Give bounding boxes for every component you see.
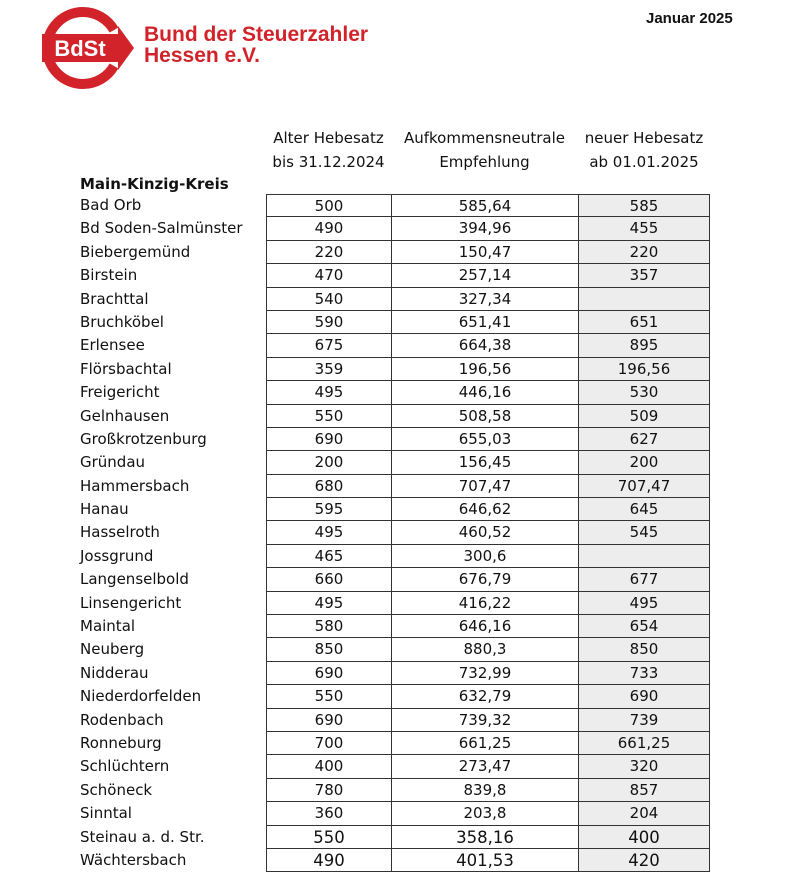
- municipality-name: Linsengericht: [80, 593, 182, 612]
- recommendation-cell: 196,56: [391, 358, 578, 381]
- recommendation-cell: 508,58: [391, 405, 578, 428]
- column-header-recommendation: Aufkommensneutrale Empfehlung: [403, 129, 566, 171]
- org-line-1: Bund der Steuerzahler: [144, 23, 369, 46]
- municipality-name: Bd Soden-Salmünster: [80, 219, 243, 238]
- table-row: [0, 545, 787, 568]
- new-rate-cell: 651: [578, 311, 710, 334]
- old-rate-cell: 470: [266, 264, 391, 287]
- new-rate-cell: 420: [578, 849, 710, 872]
- new-rate-cell: 850: [578, 638, 710, 661]
- recommendation-cell: 300,6: [391, 545, 578, 568]
- table-row: [0, 615, 787, 638]
- recommendation-cell: 661,25: [391, 732, 578, 755]
- table-row: [0, 405, 787, 428]
- table-row: [0, 568, 787, 591]
- municipality-name: Rodenbach: [80, 710, 164, 729]
- recommendation-cell: 203,8: [391, 802, 578, 825]
- municipality-name: Niederdorfelden: [80, 687, 202, 706]
- old-rate-cell: 675: [266, 334, 391, 357]
- old-rate-cell: 690: [266, 709, 391, 732]
- new-rate-cell: 400: [578, 826, 710, 849]
- table-row: [0, 311, 787, 334]
- new-rate-cell: 357: [578, 264, 710, 287]
- table-row: [0, 826, 787, 849]
- municipality-name: Erlensee: [80, 336, 145, 355]
- recommendation-cell: 156,45: [391, 451, 578, 474]
- table-row: [0, 451, 787, 474]
- new-rate-cell: 200: [578, 451, 710, 474]
- new-rate-cell: [578, 288, 710, 311]
- table-row: [0, 334, 787, 357]
- old-rate-cell: 680: [266, 475, 391, 498]
- recommendation-cell: 446,16: [391, 381, 578, 404]
- municipality-name: Hasselroth: [80, 523, 160, 542]
- old-rate-cell: 540: [266, 288, 391, 311]
- recommendation-cell: 416,22: [391, 592, 578, 615]
- municipality-name: Langenselbold: [80, 570, 189, 589]
- new-rate-cell: 707,47: [578, 475, 710, 498]
- municipality-name: Neuberg: [80, 640, 145, 659]
- old-rate-cell: 490: [266, 217, 391, 240]
- recommendation-cell: 880,3: [391, 638, 578, 661]
- table-row: [0, 802, 787, 825]
- old-rate-cell: 360: [266, 802, 391, 825]
- column-header-new-rate: neuer Hebesatz ab 01.01.2025: [584, 129, 704, 171]
- municipality-name: Birstein: [80, 266, 138, 285]
- old-rate-cell: 359: [266, 358, 391, 381]
- org-line-2: Hessen e.V.: [144, 44, 260, 67]
- recommendation-cell: 739,32: [391, 709, 578, 732]
- recommendation-cell: 839,8: [391, 779, 578, 802]
- recommendation-cell: 257,14: [391, 264, 578, 287]
- document-date: Januar 2025: [646, 10, 733, 27]
- municipality-name: Biebergemünd: [80, 242, 191, 261]
- recommendation-cell: 273,47: [391, 755, 578, 778]
- municipality-name: Nidderau: [80, 663, 149, 682]
- recommendation-cell: 655,03: [391, 428, 578, 451]
- new-rate-cell: 739: [578, 709, 710, 732]
- table-row: [0, 732, 787, 755]
- table-row: [0, 475, 787, 498]
- old-rate-cell: 495: [266, 592, 391, 615]
- municipality-name: Jossgrund: [80, 546, 154, 565]
- new-rate-cell: 204: [578, 802, 710, 825]
- municipality-name: Ronneburg: [80, 733, 162, 752]
- recommendation-cell: 401,53: [391, 849, 578, 872]
- new-rate-cell: 627: [578, 428, 710, 451]
- recommendation-cell: 651,41: [391, 311, 578, 334]
- table-row: [0, 755, 787, 778]
- bdst-logo: [28, 6, 138, 90]
- old-rate-cell: 850: [266, 638, 391, 661]
- recommendation-cell: 358,16: [391, 826, 578, 849]
- old-rate-cell: 780: [266, 779, 391, 802]
- recommendation-cell: 327,34: [391, 288, 578, 311]
- table-row: [0, 592, 787, 615]
- table-row: [0, 685, 787, 708]
- recommendation-cell: 707,47: [391, 475, 578, 498]
- municipality-name: Gründau: [80, 453, 146, 472]
- recommendation-cell: 646,16: [391, 615, 578, 638]
- municipality-name: Flörsbachtal: [80, 359, 172, 378]
- old-rate-cell: 580: [266, 615, 391, 638]
- old-rate-cell: 550: [266, 685, 391, 708]
- organization-name: [144, 24, 368, 66]
- table-row: [0, 498, 787, 521]
- recommendation-cell: 646,62: [391, 498, 578, 521]
- new-rate-cell: 690: [578, 685, 710, 708]
- table-row: [0, 381, 787, 404]
- old-rate-cell: 220: [266, 241, 391, 264]
- municipality-name: Freigericht: [80, 383, 160, 402]
- old-rate-cell: 595: [266, 498, 391, 521]
- municipality-name: Großkrotzenburg: [80, 429, 207, 448]
- logo-text: BdSt: [54, 36, 106, 61]
- table-row: [0, 264, 787, 287]
- municipality-name: Brachttal: [80, 289, 149, 308]
- municipality-name: Maintal: [80, 617, 136, 636]
- recommendation-cell: 150,47: [391, 241, 578, 264]
- table-row: [0, 428, 787, 451]
- recommendation-cell: 632,79: [391, 685, 578, 708]
- new-rate-cell: 320: [578, 755, 710, 778]
- old-rate-cell: 660: [266, 568, 391, 591]
- recommendation-cell: 460,52: [391, 521, 578, 544]
- new-rate-cell: 530: [578, 381, 710, 404]
- old-rate-cell: 465: [266, 545, 391, 568]
- new-rate-cell: 895: [578, 334, 710, 357]
- old-rate-cell: 700: [266, 732, 391, 755]
- new-rate-cell: 857: [578, 779, 710, 802]
- column-header-old-rate: Alter Hebesatz bis 31.12.2024: [272, 129, 385, 171]
- new-rate-cell: 220: [578, 241, 710, 264]
- recommendation-cell: 676,79: [391, 568, 578, 591]
- table-row: [0, 358, 787, 381]
- table-row: [0, 779, 787, 802]
- old-rate-cell: 495: [266, 381, 391, 404]
- old-rate-cell: 490: [266, 849, 391, 872]
- new-rate-cell: 455: [578, 217, 710, 240]
- table-row: [0, 241, 787, 264]
- municipality-name: Hammersbach: [80, 476, 190, 495]
- new-rate-cell: 661,25: [578, 732, 710, 755]
- table-row: [0, 194, 787, 217]
- old-rate-cell: 690: [266, 428, 391, 451]
- old-rate-cell: 500: [266, 194, 391, 217]
- municipality-name: Hanau: [80, 500, 129, 519]
- new-rate-cell: 733: [578, 662, 710, 685]
- old-rate-cell: 550: [266, 826, 391, 849]
- municipality-name: Schöneck: [80, 780, 153, 799]
- table-row: [0, 709, 787, 732]
- table-row: [0, 521, 787, 544]
- tax-rate-table: [0, 194, 787, 872]
- recommendation-cell: 394,96: [391, 217, 578, 240]
- old-rate-cell: 690: [266, 662, 391, 685]
- new-rate-cell: 495: [578, 592, 710, 615]
- municipality-name: Sinntal: [80, 804, 132, 823]
- municipality-name: Wächtersbach: [80, 850, 187, 869]
- old-rate-cell: 200: [266, 451, 391, 474]
- old-rate-cell: 495: [266, 521, 391, 544]
- municipality-name: Steinau a. d. Str.: [80, 827, 205, 846]
- municipality-name: Bruchköbel: [80, 312, 164, 331]
- recommendation-cell: 585,64: [391, 194, 578, 217]
- new-rate-cell: 196,56: [578, 358, 710, 381]
- new-rate-cell: 677: [578, 568, 710, 591]
- recommendation-cell: 732,99: [391, 662, 578, 685]
- municipality-name: Gelnhausen: [80, 406, 170, 425]
- table-row: [0, 217, 787, 240]
- old-rate-cell: 590: [266, 311, 391, 334]
- new-rate-cell: [578, 545, 710, 568]
- old-rate-cell: 400: [266, 755, 391, 778]
- table-row: [0, 288, 787, 311]
- new-rate-cell: 654: [578, 615, 710, 638]
- table-row: [0, 638, 787, 661]
- region-title: Main-Kinzig-Kreis: [80, 175, 229, 193]
- new-rate-cell: 509: [578, 405, 710, 428]
- municipality-name: Bad Orb: [80, 196, 142, 214]
- table-row: [0, 849, 787, 872]
- municipality-name: Schlüchtern: [80, 757, 170, 776]
- old-rate-cell: 550: [266, 405, 391, 428]
- new-rate-cell: 585: [578, 194, 710, 217]
- new-rate-cell: 645: [578, 498, 710, 521]
- table-row: [0, 662, 787, 685]
- new-rate-cell: 545: [578, 521, 710, 544]
- recommendation-cell: 664,38: [391, 334, 578, 357]
